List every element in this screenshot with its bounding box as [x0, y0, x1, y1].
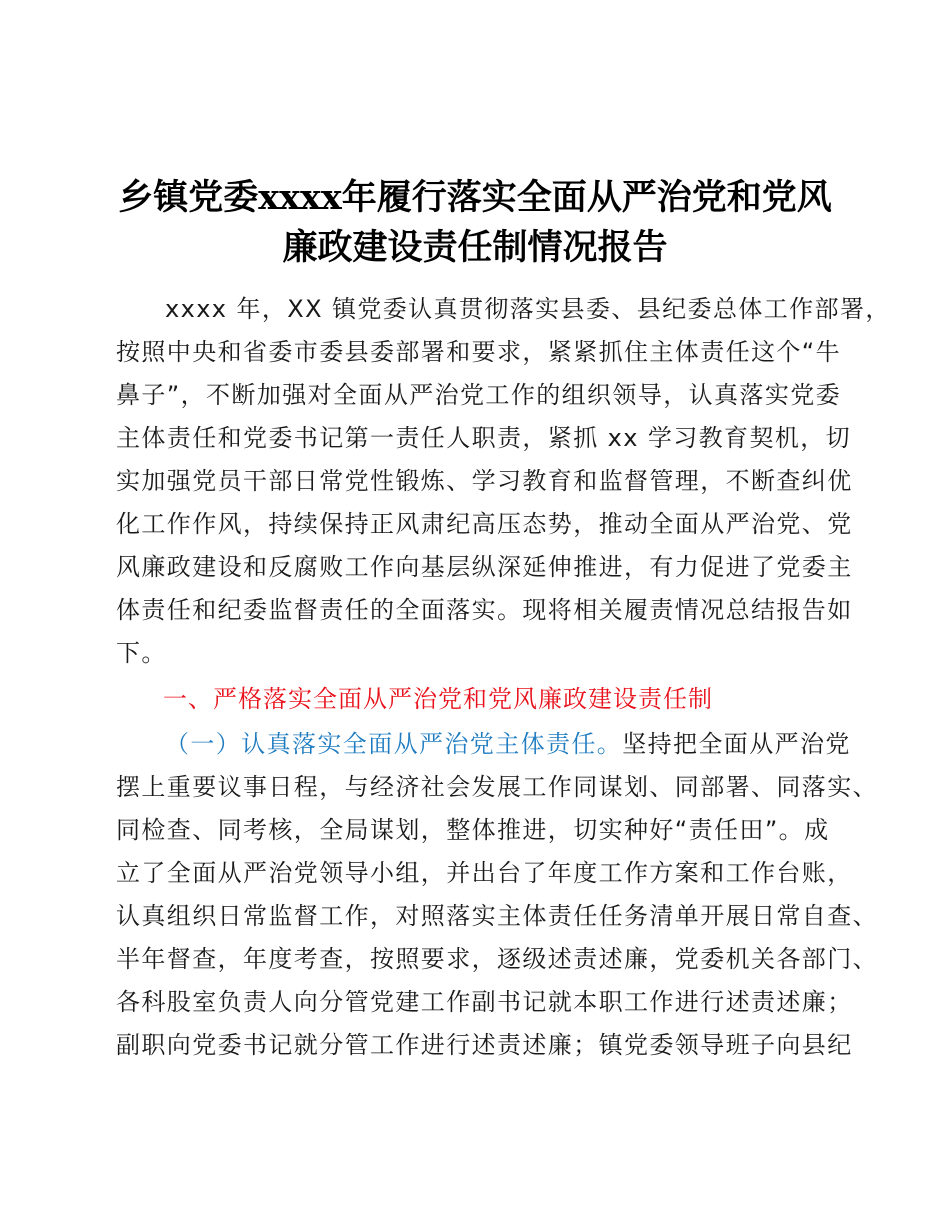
subsection-paragraph-line: 立了全面从严治党领导小组，并出台了年度工作方案和工作台账， — [116, 859, 853, 887]
intro-paragraph-line: 体责任和纪委监督责任的全面落实。现将相关履责情况总结报告如 — [116, 596, 853, 624]
intro-paragraph-line: xxxx 年，XX 镇党委认真贯彻落实县委、县纪委总体工作部署， — [165, 295, 891, 323]
intro-paragraph-line: 化工作作风，持续保持正风肃纪高压态势，推动全面从严治党、党 — [116, 510, 853, 538]
subsection-paragraph-line: 摆上重要议事日程，与经济社会发展工作同谋划、同部署、同落实、 — [116, 773, 878, 801]
document-title-line-1: 乡镇党委xxxx年履行落实全面从严治党和党风 — [118, 177, 832, 218]
intro-paragraph-line: 实加强党员干部日常党性锻炼、学习教育和监督管理，不断查纠优 — [116, 467, 853, 495]
intro-paragraph-line: 按照中央和省委市委县委部署和要求，紧紧抓住主体责任这个“牛 — [116, 338, 842, 366]
intro-paragraph-line: 鼻子”，不断加强对全面从严治党工作的组织领导，认真落实党委 — [116, 381, 842, 409]
subsection-paragraph-line: 认真组织日常监督工作，对照落实主体责任任务清单开展日常自查、 — [116, 902, 878, 930]
intro-paragraph-line: 主体责任和党委书记第一责任人职责，紧抓 xx 学习教育契机，切 — [116, 424, 852, 452]
subsection-paragraph-line: 各科股室负责人向分管党建工作副书记就本职工作进行述责述廉； — [116, 988, 853, 1016]
subsection-first-line — [165, 727, 905, 761]
subsection-heading-1: （一）认真落实全面从严治党主体责任。 — [165, 730, 623, 758]
document-title-line-2: 廉政建设责任制情况报告 — [282, 227, 668, 268]
section-heading-1: 一、严格落实全面从严治党和党风廉政建设责任制 — [163, 685, 713, 713]
subsection-text: 坚持把全面从严治党 — [622, 730, 851, 758]
subsection-paragraph-line: 同检查、同考核，全局谋划，整体推进，切实种好“责任田”。成 — [116, 816, 830, 844]
subsection-paragraph-line: 半年督查，年度考查，按照要求，逐级述责述廉，党委机关各部门、 — [116, 945, 878, 973]
intro-paragraph-line: 下。 — [116, 639, 167, 667]
subsection-paragraph-line: 副职向党委书记就分管工作进行述责述廉；镇党委领导班子向县纪 — [116, 1031, 853, 1059]
intro-paragraph-line: 风廉政建设和反腐败工作向基层纵深延伸推进，有力促进了党委主 — [116, 553, 853, 581]
